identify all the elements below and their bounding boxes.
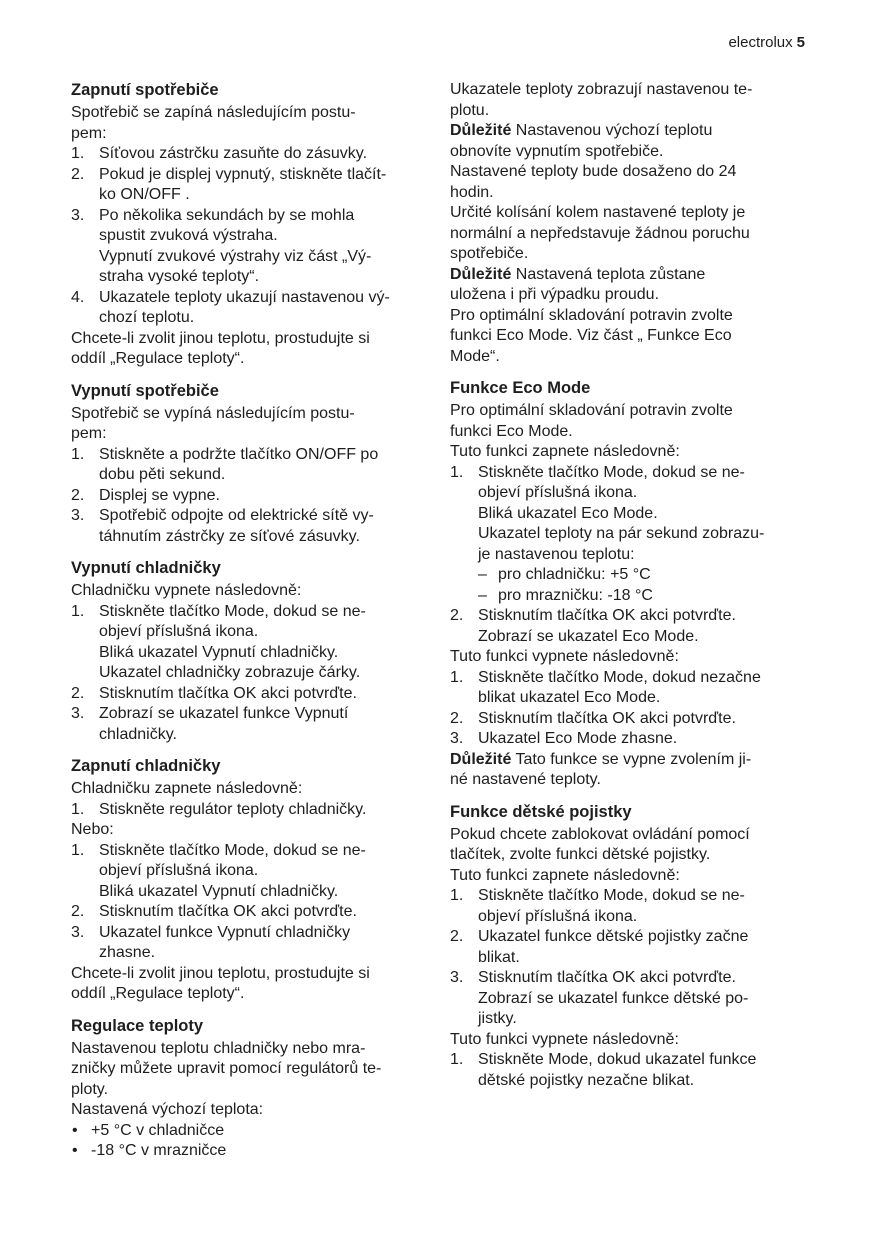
paragraph [71,404,421,445]
text-line: ko ON/OFF . [99,186,190,203]
text-line: chladničky. [99,725,177,743]
list-item [71,902,421,923]
section-title: Vypnutí spotřebiče [71,381,219,400]
text-line: objeví příslušná ikona. [99,862,259,879]
important-note [450,121,805,162]
section-title: Regulace teploty [71,1016,204,1035]
paragraph [71,329,421,370]
list-item [450,968,805,1030]
sub-item [450,586,805,607]
text-line: Určité kolísání kolem nastavené teploty je [450,204,746,221]
item-number: 1. [450,1051,464,1068]
text-line: Ukazatel Eco Mode zhasne. [478,730,678,747]
item-number: 2. [71,684,85,702]
bullet-icon: • [72,1142,78,1159]
list-item [71,288,421,329]
note-label: Důležité [450,122,512,139]
item-number: 2. [71,486,85,504]
text-line: Tuto funkci zapnete následovně: [450,866,680,884]
list-item [71,165,421,206]
text-line: Stisknutím tlačítka OK akci potvrďte. [478,969,736,986]
text-line: Ukazatel teploty na pár sekund zobrazu- [478,525,765,542]
list-item [71,486,421,507]
item-number: 1. [71,602,85,620]
item-number: 2. [450,709,464,727]
item-number: 3. [71,507,85,524]
list-item [450,927,805,968]
item-number: 2. [71,903,85,920]
text-line: dobu pěti sekund. [99,466,226,483]
text-line: Chladničku zapnete následovně: [71,780,303,797]
brand-name: electrolux [728,34,793,51]
list-item [71,445,421,486]
text-line: Tuto funkci zapnete následovně: [450,443,680,460]
text-line: straha vysoké teploty“. [99,268,260,285]
text-line: oddíl „Regulace teploty“. [71,350,245,367]
sub-item [450,565,805,586]
item-number: 2. [450,607,464,624]
text-line: je nastavenou teplotu: [478,545,635,563]
item-number: 3. [450,969,464,986]
item-number: 2. [450,928,464,945]
item-number: 1. [450,887,464,904]
text-line: Pokud chcete zablokovat ovládání pomocí [450,825,750,843]
text-line: Ukazatele teploty ukazují nastavenou vý- [99,288,390,306]
text-line: Stiskněte tlačítko Mode, dokud se ne- [478,463,745,481]
text-line: Bliká ukazatel Vypnutí chladničky. [99,882,339,900]
text-line: Mode“. [450,347,500,365]
text-line: chozí teplotu. [99,309,195,326]
text-line: objeví příslušná ikona. [478,907,638,925]
item-number: 2. [71,165,85,183]
section-title: Zapnutí spotřebiče [71,81,219,99]
list-item [71,144,421,165]
item-number: 1. [71,145,85,162]
item-number: 1. [71,800,85,818]
item-number: 1. [71,445,85,463]
text-line: Síťovou zástrčku zasuňte do zásuvky. [99,145,368,162]
bullet-icon: • [72,1121,78,1139]
text-line: blikat ukazatel Eco Mode. [478,689,661,706]
text-line: Ukazatel funkce dětské pojistky začne [478,928,749,945]
text-line: Spotřebič se vypíná následujícím postu- [71,404,355,422]
section-title: Vypnutí chladničky [71,559,221,577]
list-item [71,684,421,705]
text-line: ploty. [71,1080,109,1098]
text-line: Chcete-li zvolit jinou teplotu, prostudujte si [71,964,370,982]
text-line: Ukazatel chladničky zobrazuje čárky. [99,664,361,681]
text-line: jistky. [478,1010,517,1027]
text-line: +5 °C v chladničce [91,1121,225,1139]
text-line: Spotřebič se zapíná následujícím postu- [71,104,356,121]
list-item [450,463,805,566]
text-line: Displej se vypne. [99,486,220,504]
text-line: Nastavenou teplotu chladničky nebo mra- [71,1039,366,1057]
text-line: Stiskněte a podržte tlačítko ON/OFF po [99,445,379,463]
text-line: zničky můžete upravit pomocí regulátorů te- [71,1060,382,1077]
text-line: hodin. [450,183,494,201]
text-line: Pro optimální skladování potravin zvolte [450,402,733,419]
text-line: normální a nepředstavuje žádnou poruchu [450,224,750,242]
item-number: 3. [450,730,464,747]
text-line: Nastavená teplota zůstane [515,265,706,283]
important-note [450,750,805,791]
text-line: objeví příslušná ikona. [478,484,638,501]
list-item [71,800,421,821]
text-line: Zobrazí se ukazatel Eco Mode. [478,627,699,645]
bullet-item [71,1141,421,1162]
text-line: oddíl „Regulace teploty“. [71,985,245,1002]
text-line: Ukazatele teploty zobrazují nastavenou te- [450,81,753,98]
paragraph [71,964,421,1005]
dash-marker: – [478,586,487,604]
text-line: spotřebiče. [450,245,529,262]
section-title: Funkce dětské pojistky [450,802,632,821]
text-line: spustit zvuková výstraha. [99,227,278,244]
dash-marker: – [478,566,487,583]
list-item [71,704,421,745]
item-number: 1. [450,463,464,481]
paragraph [71,1039,421,1101]
text-line: Nastavené teploty bude dosaženo do 24 [450,163,737,180]
text-line: Stisknutím tlačítka OK akci potvrďte. [99,684,357,702]
item-number: 4. [71,288,85,306]
text-line: Zobrazí se ukazatel funkce Vypnutí [99,705,349,722]
text-line: Bliká ukazatel Vypnutí chladničky. [99,643,339,661]
list-item [71,841,421,903]
paragraph [450,80,805,121]
text-line: Pro optimální skladování potravin zvolte [450,306,733,324]
text-line: Tuto funkci vypnete následovně: [450,648,679,665]
text-line: Spotřebič odpojte od elektrické sítě vy- [99,507,374,524]
section-title: Zapnutí chladničky [71,757,221,775]
text-line: Zobrazí se ukazatel funkce dětské po- [478,989,749,1007]
note-label: Důležité [450,265,512,283]
important-note [450,265,805,306]
text-line: pem: [71,425,107,442]
text-line: blikat. [478,948,520,966]
list-item [450,606,805,647]
text-line: objeví příslušná ikona. [99,623,259,640]
text-line: Nebo: [71,821,114,838]
text-line: Stiskněte tlačítko Mode, dokud se ne- [478,887,745,904]
text-line: Pokud je displej vypnutý, stiskněte tlačít- [99,165,387,183]
page-header [728,34,805,51]
text-line: obnovíte vypnutím spotřebiče. [450,142,664,160]
list-item [450,886,805,927]
text-line: Stiskněte tlačítko Mode, dokud nezačne [478,668,761,686]
text-line: Nastavenou výchozí teplotu [515,122,713,139]
list-item [71,206,421,288]
item-number: 3. [71,206,85,224]
paragraph [71,103,421,144]
list-item [71,602,421,684]
list-item [71,923,421,964]
text-line: Vypnutí zvukové výstrahy viz část „Vý- [99,247,372,265]
text-line: Stisknutím tlačítka OK akci potvrďte. [99,903,357,920]
text-line: dětské pojistky nezačne blikat. [478,1071,695,1089]
text-line: -18 °C v mrazničce [91,1142,227,1159]
page-number: 5 [796,34,805,51]
item-number: 1. [450,668,464,686]
text-line: Stisknutím tlačítka OK akci potvrďte. [478,607,736,624]
text-line: Chladničku vypnete následovně: [71,582,302,599]
text-line: Tato funkce se vypne zvolením ji- [515,750,752,768]
text-line: pro chladničku: +5 °C [498,566,651,583]
left-column [71,80,421,1162]
text-line: Nastavená výchozí teplota: [71,1101,264,1118]
text-line: táhnutím zástrčky ze síťové zásuvky. [99,527,360,545]
text-line: pro mrazničku: -18 °C [498,586,653,604]
text-line: tlačítek, zvolte funkci dětské pojistky. [450,846,711,863]
paragraph [450,306,805,368]
list-item [71,506,421,547]
text-line: Bliká ukazatel Eco Mode. [478,504,658,522]
list-item [450,729,805,750]
text-line: Stiskněte Mode, dokud ukazatel funkce [478,1051,757,1068]
text-line: pem: [71,124,107,142]
item-number: 1. [71,841,85,859]
bullet-item [71,1121,421,1142]
text-line: Chcete-li zvolit jinou teplotu, prostudujte si [71,329,370,347]
text-line: Stiskněte tlačítko Mode, dokud se ne- [99,602,366,620]
text-line: Stiskněte regulátor teploty chladničky. [99,800,367,818]
item-number: 3. [71,705,85,722]
right-column [450,80,805,1091]
text-line: Po několika sekundách by se mohla [99,206,355,224]
text-line: Tuto funkci vypnete následovně: [450,1030,679,1048]
text-line: funkci Eco Mode. [450,422,573,440]
text-line: plotu. [450,101,490,119]
section-title: Funkce Eco Mode [450,379,591,397]
text-line: Stiskněte tlačítko Mode, dokud se ne- [99,841,366,859]
text-line: né nastavené teploty. [450,771,601,788]
list-item [450,668,805,709]
list-item [450,1050,805,1091]
item-number: 3. [71,923,85,941]
note-label: Důležité [450,750,512,768]
text-line: zhasne. [99,944,156,961]
text-line: Ukazatel funkce Vypnutí chladničky [99,923,351,941]
text-line: Stisknutím tlačítka OK akci potvrďte. [478,709,736,727]
list-item [450,709,805,730]
text-line: uložena i při výpadku proudu. [450,286,660,303]
paragraph [450,162,805,265]
text-line: funkci Eco Mode. Viz část „ Funkce Eco [450,327,732,344]
